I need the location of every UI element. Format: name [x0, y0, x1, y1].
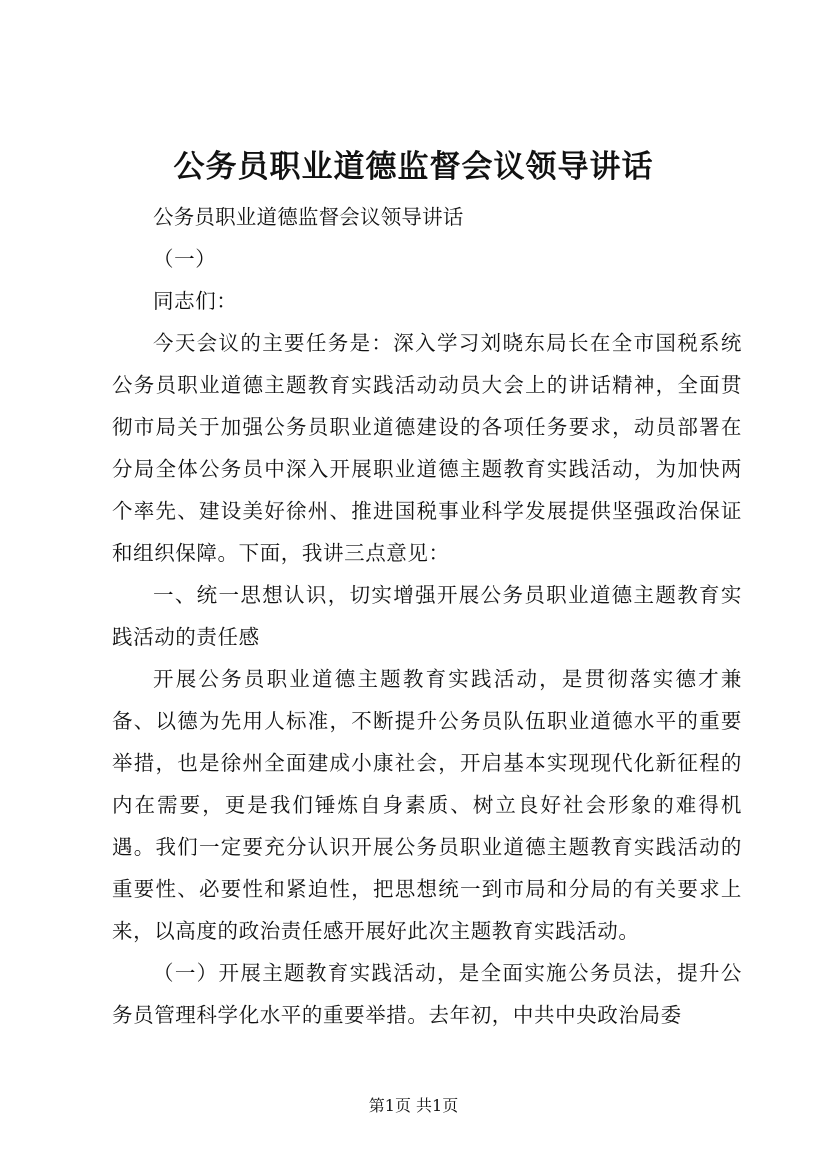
section-number-paragraph: （一） — [153, 247, 217, 271]
document-title: 公务员职业道德监督会议领导讲话 — [173, 149, 654, 185]
section-heading-paragraph: 一、统一思想认识，切实增强开展公务员职业道德主题教育实践活动的责任感 — [112, 583, 742, 649]
page-footer: 第1页 共1页 — [368, 1096, 459, 1115]
salutation-paragraph: 同志们： — [153, 289, 238, 313]
document-body — [112, 196, 742, 1036]
body-paragraph: 开展公务员职业道德主题教育实践活动，是贯彻落实德才兼备、以德为先用人标准，不断提升公务员队伍职业道德水平的重要举措，也是徐州全面建成小康社会，开启基本实现现代化新征程的内在需要，更是我们锤炼自身素质、树立良好社会形象的难得机遇。我们一定要充分认识开展公务员职业道德主题教育实践活动的重要性、必要性和紧迫性，把思想统一到市局和分局的有关要求上来，以高度的政治责任感开展好此次主题教育实践活动。 — [112, 667, 742, 943]
subtitle-paragraph: 公务员职业道德监督会议领导讲话 — [153, 205, 464, 229]
body-paragraph: （一）开展主题教育实践活动，是全面实施公务员法，提升公务员管理科学化水平的重要举措。去年初，中共中央政治局委 — [112, 961, 742, 1027]
body-paragraph: 今天会议的主要任务是：深入学习刘晓东局长在全市国税系统公务员职业道德主题教育实践活动动员大会上的讲话精神，全面贯彻市局关于加强公务员职业道德建设的各项任务要求，动员部署在分局全体公务员中深入开展职业道德主题教育实践活动，为加快两个率先、建设美好徐州、推进国税事业科学发展提供坚强政治保证和组织保障。下面，我讲三点意见： — [112, 331, 742, 565]
